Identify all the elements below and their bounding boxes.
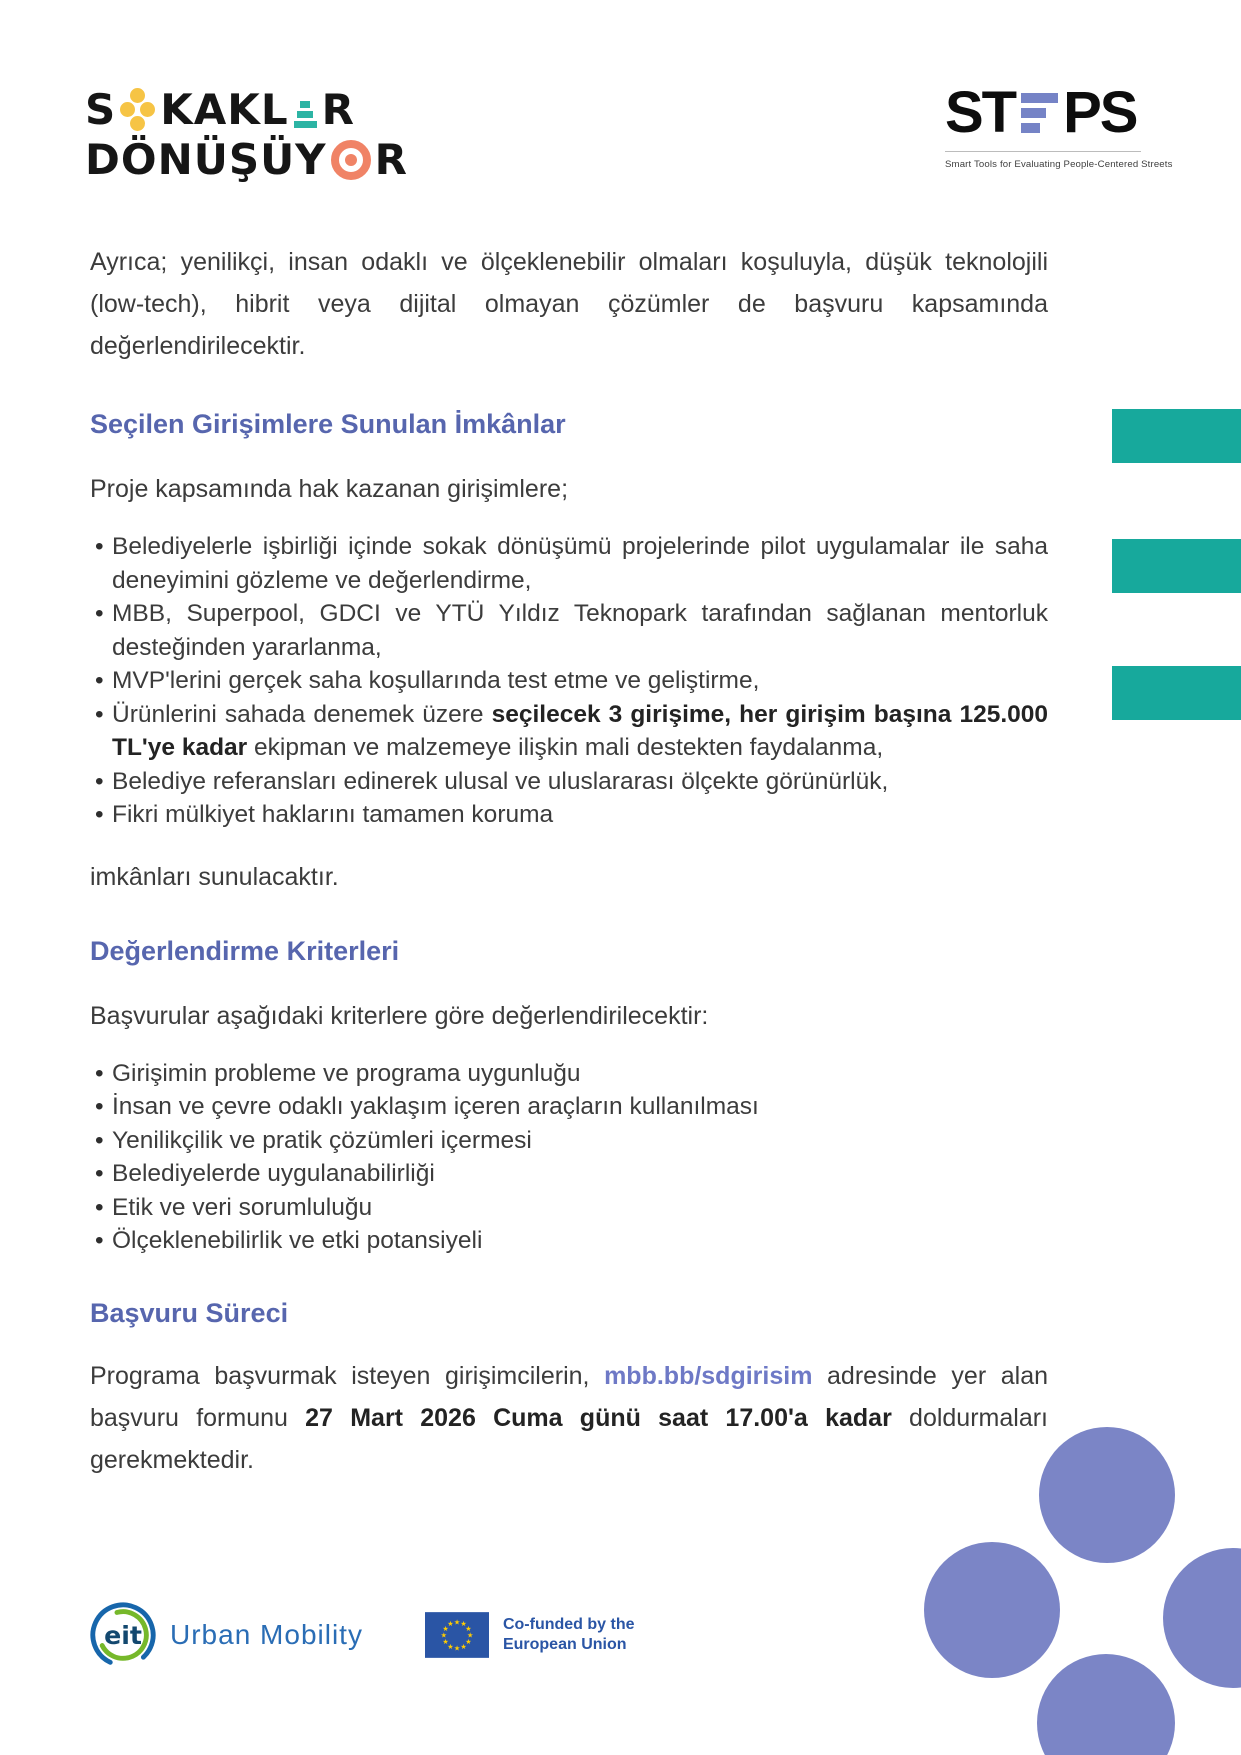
- opportunities-outro: imkânları sunulacaktır.: [90, 862, 339, 891]
- text-segment: Girişimin probleme ve programa uygunluğu: [112, 1059, 581, 1087]
- text-segment: Ölçeklenebilirlik ve etki potansiyeli: [112, 1227, 483, 1254]
- application-link[interactable]: mbb.bb/sdgirisim: [604, 1361, 813, 1390]
- section-heading-application: Başvuru Süreci: [90, 1297, 289, 1328]
- text-segment: ekipman ve malzemeye ilişkin mali destekten faydalanma,: [247, 734, 884, 761]
- target-circle-icon: [331, 140, 371, 180]
- brand-letters: DÖNÜŞÜY: [85, 135, 327, 184]
- svg-text:★: ★: [447, 1642, 454, 1652]
- eu-text-line2: European Union: [502, 1636, 627, 1653]
- text-segment: Fikri mülkiyet haklarını tamamen koruma: [112, 801, 554, 828]
- opportunities-list: [90, 530, 1048, 832]
- list-item: [90, 1157, 1048, 1191]
- brand-line-2: [85, 135, 408, 185]
- text-segment: İnsan ve çevre odaklı yaklaşım içeren araçların kullanılması: [112, 1093, 759, 1120]
- text-segment: adresinde yer alan başvuru formunu: [90, 1361, 1049, 1432]
- text-segment: doldurmaları gerekmektedir.: [90, 1403, 1048, 1474]
- brand-line-1: [85, 85, 408, 135]
- svg-text:★: ★: [442, 1637, 449, 1647]
- teal-stripe-decoration: [1112, 409, 1241, 463]
- yellow-dots-icon: [120, 88, 156, 132]
- eu-flag-icon: [425, 1612, 489, 1658]
- eit-rings-icon: [88, 1600, 158, 1670]
- section-heading-criteria: Değerlendirme Kriterleri: [90, 935, 400, 966]
- steps-tagline: Smart Tools for Evaluating People-Centered Streets: [945, 159, 1173, 170]
- svg-text:★: ★: [465, 1637, 472, 1647]
- content: [85, 241, 1048, 1481]
- purple-circle-decoration: [1163, 1548, 1241, 1688]
- list-item: [90, 530, 1048, 597]
- application-paragraph: [90, 1355, 1048, 1481]
- text-segment: MBB, Superpool, GDCI ve YTÜ Yıldız Teknopark tarafından sağlanan mentorluk desteğinden yararlanma,: [112, 600, 1048, 661]
- traffic-cone-icon: [294, 92, 317, 128]
- svg-text:★: ★: [465, 1623, 472, 1633]
- list-item: [90, 698, 1048, 765]
- svg-text:★: ★: [447, 1619, 454, 1629]
- purple-circle-decoration: [1037, 1654, 1175, 1755]
- purple-circle-decoration: [1039, 1427, 1175, 1563]
- brand-letter: S: [85, 85, 117, 134]
- brand-letters: KAKL: [160, 85, 289, 134]
- text-segment: Belediye referansları edinerek ulusal ve uluslararası ölçekte görünürlük,: [112, 767, 889, 795]
- list-item: [90, 798, 1048, 832]
- text-segment: Belediyelerde uygulanabilirliği: [112, 1160, 435, 1187]
- teal-stripe-decoration: [1112, 539, 1241, 593]
- eit-wordmark: Urban Mobility: [170, 1619, 363, 1650]
- steps-logo: [945, 80, 1173, 170]
- brand-logo: [85, 85, 408, 185]
- brand-letter: R: [374, 135, 408, 184]
- text-segment: Belediyelerle işbirliği içinde sokak dönüşümü projelerinde pilot uygulamalar ile saha deneyimini gözleme ve değerlendirme,: [112, 533, 1048, 594]
- steps-wordmark: [945, 80, 1141, 145]
- eit-urban-mobility-logo: [88, 1600, 363, 1670]
- list-item: [90, 597, 1048, 664]
- header: [0, 0, 1241, 185]
- eu-cofunded-logo: [425, 1612, 635, 1658]
- steps-letters-ps: PS: [1063, 80, 1137, 145]
- list-item: [90, 664, 1048, 698]
- eu-text-line1: Co-funded by the: [502, 1616, 635, 1633]
- list-item: [90, 1224, 1048, 1258]
- text-segment: Programa başvurmak isteyen girişimcilerin,: [90, 1361, 605, 1390]
- list-item: [90, 1090, 1048, 1124]
- steps-divider: [945, 151, 1141, 152]
- text-segment: seçilecek 3 girişime, her girişim başına 125.000 TL'ye kadar: [112, 700, 1049, 761]
- text-segment: Etik ve veri sorumluluğu: [112, 1193, 373, 1221]
- criteria-intro: Başvurular aşağıdaki kriterlere göre değerlendirilecektir:: [90, 1001, 709, 1030]
- footer: [88, 1600, 635, 1670]
- steps-e-bars-icon: [1021, 93, 1058, 133]
- text-segment: Ürünlerini sahada denemek üzere: [112, 700, 492, 728]
- svg-text:★: ★: [460, 1619, 467, 1629]
- text-segment: 27 Mart 2026 Cuma günü saat 17.00'a kadar: [305, 1403, 892, 1432]
- eit-label: eit: [104, 1620, 142, 1650]
- svg-text:★: ★: [453, 1617, 461, 1627]
- svg-text:★: ★: [453, 1643, 461, 1653]
- text-segment: Yenilikçilik ve pratik çözümleri içermesi: [112, 1126, 532, 1154]
- list-item: [90, 1057, 1048, 1091]
- purple-circle-decoration: [924, 1542, 1060, 1678]
- svg-text:★: ★: [466, 1630, 474, 1640]
- criteria-list: [90, 1057, 1048, 1258]
- svg-text:★: ★: [442, 1623, 449, 1633]
- intro-paragraph: Ayrıca; yenilikçi, insan odaklı ve ölçeklenebilir olmaları koşuluyla, düşük teknolojili (low-tech), hibrit veya dijital olmayan çözümler de başvuru kapsamında değerlendirilecektir.: [90, 248, 1048, 360]
- svg-text:★: ★: [460, 1642, 467, 1652]
- steps-letters-st: ST: [945, 80, 1016, 145]
- eu-cofunded-text: [503, 1615, 635, 1655]
- brand-letter: R: [321, 85, 355, 134]
- section-heading-opportunities: Seçilen Girişimlere Sunulan İmkânlar: [90, 409, 566, 439]
- svg-text:★: ★: [440, 1630, 447, 1640]
- list-item: [90, 1191, 1048, 1225]
- teal-stripe-decoration: [1112, 666, 1241, 720]
- opportunities-intro: Proje kapsamında hak kazanan girişimlere;: [90, 475, 569, 503]
- list-item: [90, 1124, 1048, 1158]
- list-item: [90, 765, 1048, 799]
- text-segment: MVP'lerini gerçek saha koşullarında test etme ve geliştirme,: [112, 667, 760, 694]
